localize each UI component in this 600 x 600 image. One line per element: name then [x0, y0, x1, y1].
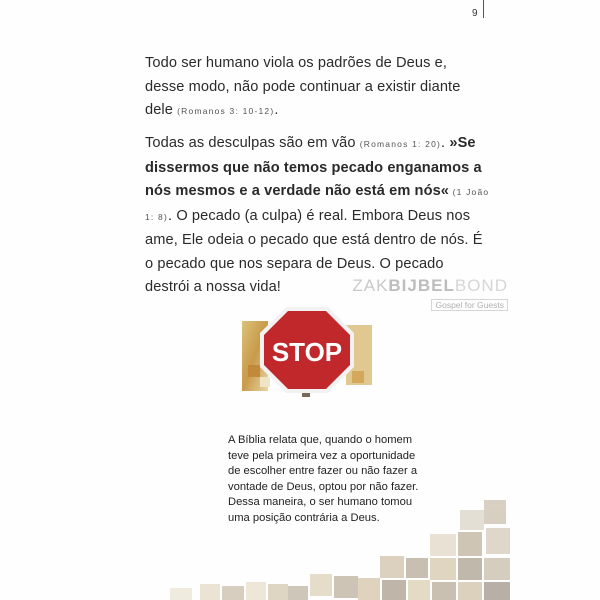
collage-tile [334, 576, 358, 598]
bible-reference-romanos-1: (Romanos 1: 20) [359, 139, 442, 149]
paragraph-1-end: . [274, 102, 279, 118]
stop-sign-text: STOP [271, 337, 343, 367]
watermark-brand [338, 277, 508, 295]
page-number: 9 [472, 8, 478, 19]
collage-tile [406, 558, 428, 578]
collage-tile [458, 558, 482, 580]
mosaic-tile [352, 371, 364, 383]
collage-tile [246, 582, 266, 600]
collage-tile [310, 574, 332, 596]
bible-reference-1-joao: (1 João 1: 8) [145, 187, 490, 222]
collage-tile [170, 588, 192, 600]
bible-reference-romanos-3: (Romanos 3: 10-12) [177, 106, 275, 116]
paragraph-2 [145, 132, 490, 300]
collage-tile [458, 532, 482, 556]
mosaic-tile [248, 365, 260, 377]
image-caption: A Bíblia relata que, quando o homem teve pela primeira vez a oportunidade de escolher entre fazer ou não fazer a vontade de Deus, optou por não fazer. Dessa maneira, o ser humano tomou uma posição contrária a Deus. [228, 434, 419, 524]
stop-sign-photo [242, 305, 372, 397]
collage-tile [432, 582, 456, 600]
collage-tile [408, 580, 430, 600]
collage-tile [458, 582, 482, 600]
watermark-tagline: Gospel for Guests [431, 299, 508, 311]
watermark-brand-part1: ZAK [352, 276, 389, 295]
collage-tile [484, 582, 510, 600]
watermark-brand-part2: BIJBEL [388, 276, 455, 295]
paragraph-2-separator: . [441, 135, 450, 151]
watermark-brand-part3: BOND [454, 276, 508, 295]
collage-tile [484, 500, 506, 524]
collage-tile [460, 510, 484, 530]
paragraph-1-text: Todo ser humano viola os padrões de Deus e, desse modo, não pode continuar a existir diante dele [145, 55, 461, 118]
collage-tile [222, 586, 244, 600]
paragraph-2-intro: Todas as desculpas são em vão [145, 135, 360, 151]
mosaic-tile [260, 377, 270, 387]
page-number-rule [483, 0, 484, 18]
collage-tile [380, 556, 404, 578]
decorative-photo-collage [160, 470, 520, 600]
collage-tile [484, 558, 510, 580]
collage-tile [430, 534, 456, 556]
collage-tile [288, 586, 308, 600]
collage-tile [430, 558, 456, 580]
paragraph-2-rest: . O pecado (a culpa) é real. Embora Deus nos ame, Ele odeia o pecado que está dentro de nós. É o pecado que nos separa de Deus. O pecado destrói a nossa vida! [145, 207, 483, 295]
collage-tile [486, 528, 510, 554]
collage-tile [358, 578, 380, 600]
collage-tile [382, 580, 406, 600]
collage-tile [268, 584, 288, 600]
collage-tile [200, 584, 220, 600]
paragraph-1 [145, 52, 490, 124]
bible-quote: »Se dissermos que não temos pecado enganamos a nós mesmos e a verdade não está em nós« [145, 135, 482, 199]
